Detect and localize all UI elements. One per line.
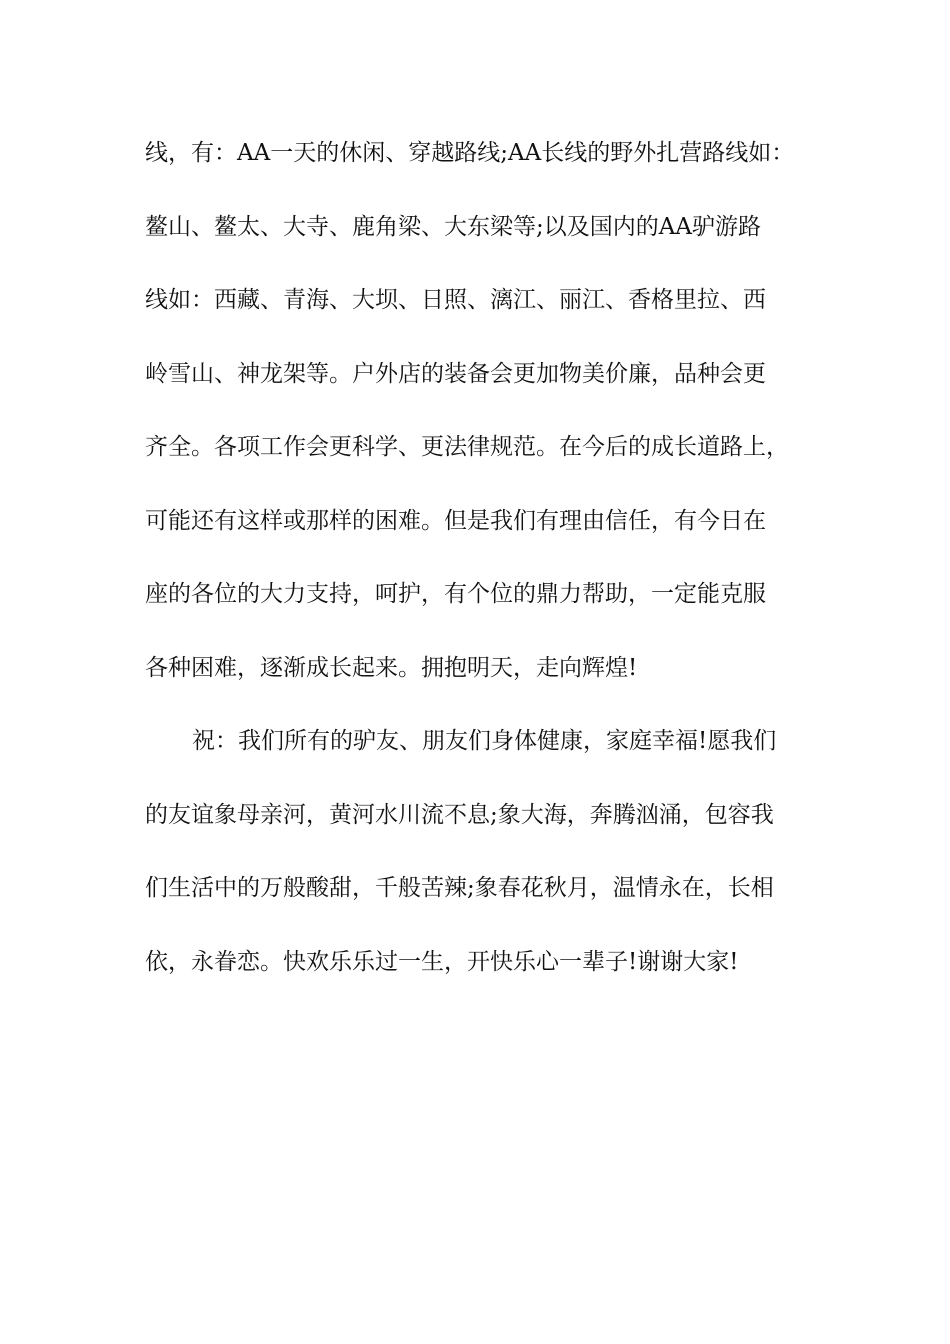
text-line: 可能还有这样或那样的困难。但是我们有理由信任，有今日在 — [145, 507, 766, 534]
text-line: 依，永眷恋。快欢乐乐过一生，开快乐心一辈子!谢谢大家! — [145, 948, 739, 975]
text-line: 们生活中的万般酸甜，千般苦辣;象春花秋月，温情永在，长相 — [145, 875, 774, 901]
text-line: 线，有：AA一天的休闲、穿越路线;AA长线的野外扎营路线如： — [145, 140, 795, 166]
text-line: 岭雪山、神龙架等。户外店的装备会更加物美价廉，品种会更 — [145, 360, 766, 387]
text-line: 座的各位的大力支持，呵护，有个位的鼎力帮助，一定能克服 — [145, 581, 766, 607]
body-text — [145, 133, 825, 1015]
text-line: 线如：西藏、青海、大坝、日照、漓江、丽江、香格里拉、西 — [145, 287, 766, 313]
paragraph-start-line: 祝：我们所有的驴友、朋友们身体健康，家庭幸福!愿我们 — [192, 728, 777, 754]
text-line: 齐全。各项工作会更科学、更法律规范。在今后的成长道路上， — [145, 434, 789, 460]
text-line: 各种困难，逐渐成长起来。拥抱明天，走向辉煌! — [145, 654, 638, 681]
text-line: 鳌山、鳌太、大寺、鹿角梁、大东梁等;以及国内的AA驴游路 — [145, 213, 761, 240]
text-line: 的友谊象母亲河，黄河水川流不息;象大海，奔腾汹涌，包容我 — [145, 801, 774, 828]
